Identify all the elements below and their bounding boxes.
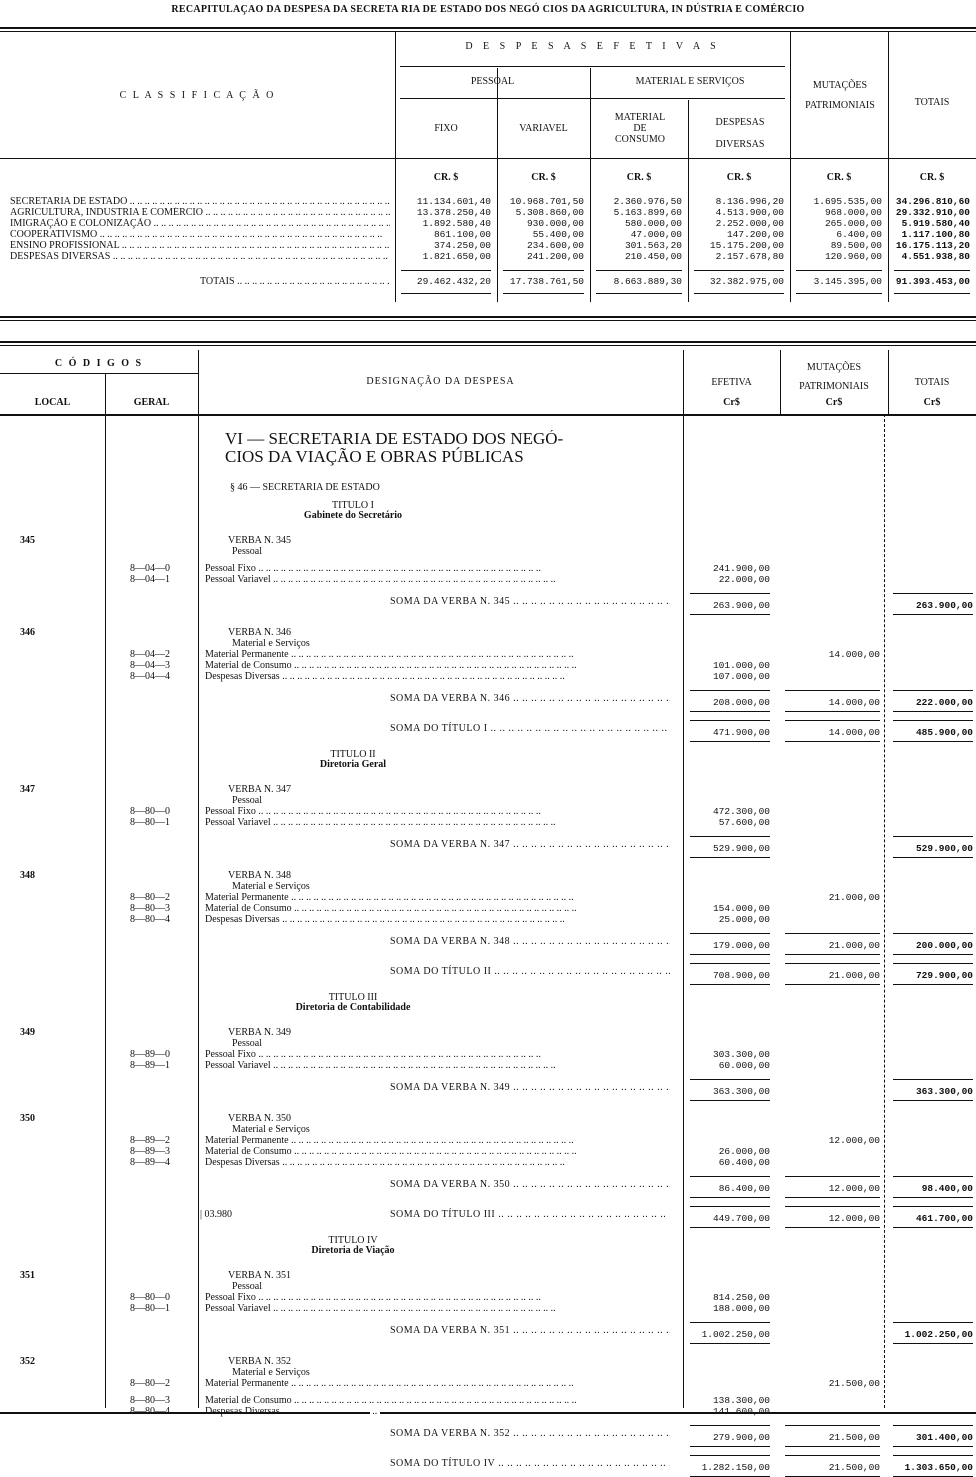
- designation: Despesas Diversas .. ..: [205, 1406, 670, 1417]
- mutacoes-value: 21.500,00: [785, 1425, 880, 1447]
- tit-row: [0, 1236, 976, 1258]
- table-row: [0, 218, 976, 229]
- designation: Material e Serviços: [232, 1124, 310, 1135]
- row-label: SECRETARIA DE ESTADO .. ..: [10, 196, 390, 207]
- designation: TÍTULO II Diretoria Geral: [198, 750, 508, 772]
- row-value: 930.000,00: [526, 218, 584, 229]
- verba-row: [0, 784, 976, 795]
- totals-value: 17.738.761,50: [503, 270, 584, 294]
- designation: Pessoal: [232, 1281, 262, 1292]
- designation: Pessoal Fixo .. ..: [205, 1292, 670, 1303]
- local-code: 348: [20, 870, 35, 881]
- header-material-consumo: MATERIAL DE CONSUMO: [614, 112, 666, 145]
- table-row: [0, 574, 976, 585]
- local-code: 350: [20, 1113, 35, 1124]
- row-value: 55.400,00: [532, 229, 584, 240]
- local-code: 352: [20, 1356, 35, 1367]
- row-value: 1.892.580,40: [422, 218, 491, 229]
- designation: SOMA DA VERBA N. 352 .. ..: [205, 1425, 670, 1447]
- row-label: DESPESAS DIVERSAS .. ..: [10, 251, 390, 262]
- row-value: 11.134.601,40: [416, 196, 491, 207]
- row-value: 374.250,00: [433, 240, 491, 251]
- totais-value: 363.300,00: [893, 1079, 973, 1101]
- efetiva-value: 26.000,00: [718, 1146, 770, 1157]
- divider: [0, 341, 976, 346]
- header-despesas-diversas: DESPESAS DIVERSAS: [715, 117, 765, 150]
- row-value: 234.600,00: [526, 240, 584, 251]
- row-value: 15.175.200,00: [709, 240, 784, 251]
- designation: Material de Consumo .. ..: [205, 903, 670, 914]
- header-despesas-efetivas: D E S P E S A S E F E T I V A S: [465, 41, 720, 52]
- local-code: 347: [20, 784, 35, 795]
- local-code: 351: [20, 1270, 35, 1281]
- efetiva-value: 57.600,00: [718, 817, 770, 828]
- totais-value: 485.900,00: [893, 720, 973, 742]
- geral-code: 8—80—1: [130, 1303, 170, 1314]
- designation: Material e Serviços: [232, 638, 310, 649]
- margin-note: | 03.980: [200, 1209, 233, 1220]
- table-row: [0, 671, 976, 682]
- designation: Material de Consumo .. ..: [205, 1146, 670, 1157]
- designation: Material Permanente .. ..: [205, 892, 670, 903]
- geral-code: 8—04—4: [130, 671, 170, 682]
- designation: Despesas Diversas .. ..: [205, 914, 670, 925]
- designation: VERBA N. 348: [228, 870, 292, 881]
- header-variavel: VARIAVEL: [519, 123, 568, 134]
- geral-code: 8—80—4: [130, 1406, 170, 1417]
- subtotal-row: [0, 690, 976, 712]
- mutacoes-value: 21.000,00: [785, 963, 880, 985]
- header-mutacoes: MUTAÇÕES PATRIMONIAIS: [799, 362, 869, 392]
- local-code: 345: [20, 535, 35, 546]
- header-pessoal: PESSOAL: [470, 76, 515, 87]
- table-row: [0, 649, 976, 660]
- header-efetiva: EFETIVA: [711, 377, 752, 388]
- subtotal-row: [0, 1425, 976, 1447]
- designation: TÍTULO I Gabinete do Secretário: [198, 501, 508, 523]
- designation: Despesas Diversas .. ..: [205, 1157, 670, 1168]
- designation: Material Permanente .. ..: [205, 649, 670, 660]
- row-value: 1.821.650,00: [422, 251, 491, 262]
- efetiva-value: 449.700,00: [690, 1206, 770, 1228]
- geral-code: 8—04—1: [130, 574, 170, 585]
- efetiva-value: 814.250,00: [712, 1292, 770, 1303]
- row-value: 5.308.860,00: [515, 207, 584, 218]
- designation: VERBA N. 347: [228, 784, 292, 795]
- divider: [400, 66, 785, 67]
- table-row: [0, 1157, 976, 1168]
- totais-value: 1.303.650,00: [893, 1455, 973, 1477]
- totais-value: 461.700,00: [893, 1206, 973, 1228]
- geral-code: 8—80—3: [130, 1395, 170, 1406]
- designation: TÍTULO III Diretoria de Contabilidade: [198, 993, 508, 1015]
- designation: SOMA DA VERBA N. 345 .. ..: [205, 593, 670, 615]
- efetiva-value: 188.000,00: [712, 1303, 770, 1314]
- totals-label: TOTAIS .. ..: [200, 276, 390, 287]
- mutacoes-value: 21.500,00: [785, 1455, 880, 1477]
- verba-row: [0, 1270, 976, 1281]
- header-geral: GERAL: [133, 397, 170, 408]
- table-row: [0, 1303, 976, 1314]
- tit-row: [0, 501, 976, 523]
- designation: SOMA DA VERBA N. 346 .. ..: [205, 690, 670, 712]
- table-row: [0, 196, 976, 207]
- row-value: 120.960,00: [824, 251, 882, 262]
- row-value: 13.378.250,40: [416, 207, 491, 218]
- currency-label: CR. $: [626, 172, 652, 183]
- mutacoes-value: 21.500,00: [828, 1378, 880, 1389]
- designation: SOMA DO TÍTULO IV .. ..: [205, 1455, 670, 1477]
- designation: SOMA DA VERBA N. 349 .. ..: [205, 1079, 670, 1101]
- row-value: 8.136.996,20: [715, 196, 784, 207]
- row-value: 34.296.810,60: [895, 196, 970, 207]
- efetiva-value: 472.300,00: [712, 806, 770, 817]
- subtotal-row: [0, 933, 976, 955]
- efetiva-value: 471.900,00: [690, 720, 770, 742]
- table-row: [0, 251, 976, 262]
- row-label: ENSINO PROFISSIONAL .. ..: [10, 240, 390, 251]
- divider: [780, 350, 781, 414]
- sub-row: [0, 1367, 976, 1378]
- row-value: 6.400,00: [836, 229, 882, 240]
- designation: § 46 — SECRETARIA DE ESTADO: [230, 482, 380, 493]
- designation: Pessoal: [232, 1038, 262, 1049]
- row-value: 4.513.900,00: [715, 207, 784, 218]
- totals-value: 3.145.395,00: [796, 270, 882, 294]
- efetiva-value: 101.000,00: [712, 660, 770, 671]
- designation: Material e Serviços: [232, 1367, 310, 1378]
- designation: VERBA N. 345: [228, 535, 292, 546]
- table-row: [0, 240, 976, 251]
- header-totais: TOTAIS: [914, 377, 950, 388]
- table-row: [0, 892, 976, 903]
- tit-row: [0, 993, 976, 1015]
- divider: [0, 414, 976, 416]
- table-row: [0, 207, 976, 218]
- designation: SOMA DO TÍTULO III .. ..: [205, 1206, 670, 1228]
- table-row: [0, 1135, 976, 1146]
- totals-value: 8.663.889,30: [596, 270, 682, 294]
- designation: SOMA DO TÍTULO II .. ..: [205, 963, 670, 985]
- mutacoes-value: 14.000,00: [828, 649, 880, 660]
- subtotal-row: [0, 1206, 976, 1228]
- efetiva-value: 25.000,00: [718, 914, 770, 925]
- designation: SOMA DO TÍTULO I .. ..: [205, 720, 670, 742]
- currency-label: CR. $: [826, 172, 852, 183]
- row-value: 4.551.938,80: [901, 251, 970, 262]
- geral-code: 8—80—2: [130, 892, 170, 903]
- table-row: [0, 903, 976, 914]
- verba-row: [0, 1027, 976, 1038]
- efetiva-value: 529.900,00: [690, 836, 770, 858]
- geral-code: 8—80—2: [130, 1378, 170, 1389]
- designation: SOMA DA VERBA N. 351 .. ..: [205, 1322, 670, 1344]
- row-value: 210.450,00: [624, 251, 682, 262]
- totais-value: 301.400,00: [893, 1425, 973, 1447]
- geral-code: 8—80—0: [130, 806, 170, 817]
- header-designacao: DESIGNAÇÃO DA DESPESA: [366, 376, 515, 387]
- currency-label: CR. $: [531, 172, 556, 183]
- row-value: 1.695.535,00: [813, 196, 882, 207]
- local-code: 346: [20, 627, 35, 638]
- subtotal-row: [0, 720, 976, 742]
- designation: Material de Consumo .. ..: [205, 660, 670, 671]
- designation: Pessoal Variavel .. ..: [205, 1060, 670, 1071]
- geral-code: 8—89—4: [130, 1157, 170, 1168]
- verba-row: [0, 535, 976, 546]
- sub-row: [0, 546, 976, 557]
- divider: [888, 350, 889, 414]
- geral-code: 8—89—3: [130, 1146, 170, 1157]
- sect-row: [0, 482, 976, 493]
- table-row: [0, 1395, 976, 1406]
- row-value: 89.500,00: [830, 240, 882, 251]
- efetiva-value: 60.400,00: [718, 1157, 770, 1168]
- header-classificacao: C L A S S I F I C A Ç Ã O: [119, 90, 276, 101]
- mutacoes-value: 12.000,00: [785, 1176, 880, 1198]
- row-value: 147.200,00: [726, 229, 784, 240]
- table-row: [0, 229, 976, 240]
- table-row: [0, 563, 976, 574]
- efetiva-value: 154.000,00: [712, 903, 770, 914]
- table-row: [0, 914, 976, 925]
- mutacoes-value: 12.000,00: [785, 1206, 880, 1228]
- totais-value: 1.002.250,00: [893, 1322, 973, 1344]
- sub-row: [0, 1281, 976, 1292]
- subtotal-row: [0, 1176, 976, 1198]
- divider: [497, 68, 498, 302]
- designation: VERBA N. 351: [228, 1270, 292, 1281]
- geral-code: 8—80—0: [130, 1292, 170, 1303]
- verba-row: [0, 627, 976, 638]
- geral-code: 8—89—2: [130, 1135, 170, 1146]
- row-value: 5.919.580,40: [901, 218, 970, 229]
- divider: [0, 27, 976, 32]
- totals-row: [0, 270, 976, 294]
- efetiva-value: 241.900,00: [712, 563, 770, 574]
- header-codigos: C Ó D I G O S: [54, 358, 144, 369]
- page-title: RECAPITULAÇAO DA DESPESA DA SECRETA RIA DE ESTADO DOS NEGÓ CIOS DA AGRICULTURA, IN DÚSTRIA E COMÉRCIO: [171, 4, 805, 15]
- currency-label: CR. $: [433, 172, 459, 183]
- geral-code: 8—04—0: [130, 563, 170, 574]
- sub-row: [0, 795, 976, 806]
- table-row: [0, 1060, 976, 1071]
- subtotal-row: [0, 593, 976, 615]
- designation: Material Permanente .. ..: [205, 1135, 670, 1146]
- header-mutacoes: MUTAÇÕES PATRIMONIAIS: [805, 80, 875, 111]
- row-value: 16.175.113,20: [895, 240, 970, 251]
- row-value: 47.000,00: [630, 229, 682, 240]
- row-value: 2.360.976,50: [613, 196, 682, 207]
- efetiva-value: 279.900,00: [690, 1425, 770, 1447]
- bigt-row: [0, 430, 976, 470]
- designation-subtitle: Diretoria de Contabilidade: [295, 1002, 411, 1013]
- row-label: IMIGRAÇÃO E COLONIZAÇÃO .. ..: [10, 218, 390, 229]
- verba-row: [0, 1113, 976, 1124]
- designation: VERBA N. 352: [228, 1356, 292, 1367]
- efetiva-value: 107.000,00: [712, 671, 770, 682]
- efetiva-value: 263.900,00: [690, 593, 770, 615]
- designation: TÍTULO IV Diretoria de Viação: [198, 1236, 508, 1258]
- designation: VERBA N. 350: [228, 1113, 292, 1124]
- local-code: 349: [20, 1027, 35, 1038]
- efetiva-value: 141.600,00: [712, 1406, 770, 1417]
- geral-code: 8—89—1: [130, 1060, 170, 1071]
- divider: [0, 1412, 370, 1414]
- subtotal-row: [0, 836, 976, 858]
- divider: [0, 316, 976, 321]
- designation-subtitle: Gabinete do Secretário: [303, 510, 403, 521]
- subtotal-row: [0, 963, 976, 985]
- efetiva-value: 60.000,00: [718, 1060, 770, 1071]
- geral-code: 8—89—0: [130, 1049, 170, 1060]
- header-material-servicos: MATERIAL E SERVIÇOS: [635, 76, 745, 87]
- designation: Pessoal Fixo .. ..: [205, 563, 670, 574]
- sub-row: [0, 1124, 976, 1135]
- currency-efetiva: Cr$: [723, 397, 740, 408]
- header-totais: TOTAIS: [914, 97, 950, 108]
- totais-value: 98.400,00: [893, 1176, 973, 1198]
- designation: Material e Serviços: [232, 881, 310, 892]
- totais-value: 222.000,00: [893, 690, 973, 712]
- table-row: [0, 806, 976, 817]
- mutacoes-value: 12.000,00: [828, 1135, 880, 1146]
- divider: [400, 98, 785, 99]
- geral-code: 8—04—3: [130, 660, 170, 671]
- row-value: 241.200,00: [526, 251, 584, 262]
- currency-label: CR. $: [919, 172, 945, 183]
- subtotal-row: [0, 1455, 976, 1477]
- currency-mutacoes: Cr$: [825, 397, 843, 408]
- totals-value: 91.393.453,00: [894, 270, 970, 294]
- designation: SOMA DA VERBA N. 348 .. ..: [205, 933, 670, 955]
- header-fixo: FIXO: [434, 123, 458, 134]
- designation: Pessoal Fixo .. ..: [205, 1049, 670, 1060]
- table-row: [0, 1049, 976, 1060]
- designation: SOMA DA VERBA N. 347 .. ..: [205, 836, 670, 858]
- row-label: AGRICULTURA, INDÚSTRIA E COMÉRCIO .. ..: [10, 207, 390, 218]
- designation: Pessoal: [232, 795, 262, 806]
- designation-subtitle: Diretoria Geral: [319, 759, 387, 770]
- totals-value: 29.462.432,20: [401, 270, 491, 294]
- totais-value: 529.900,00: [893, 836, 973, 858]
- verba-row: [0, 1356, 976, 1367]
- efetiva-value: 208.000,00: [690, 690, 770, 712]
- designation: VI — SECRETARIA DE ESTADO DOS NEGÓ- CIOS DA VIAÇÃO E OBRAS PÚBLICAS: [225, 430, 564, 466]
- verba-row: [0, 870, 976, 881]
- efetiva-value: 22.000,00: [718, 574, 770, 585]
- geral-code: 8—80—4: [130, 914, 170, 925]
- row-value: 2.157.678,80: [715, 251, 784, 262]
- row-value: 5.163.899,60: [613, 207, 682, 218]
- designation: Pessoal Variavel .. ..: [205, 574, 670, 585]
- row-value: 301.563,20: [624, 240, 682, 251]
- row-value: 861.100,00: [433, 229, 491, 240]
- table-row: [0, 1292, 976, 1303]
- row-label: COOPERATIVISMO .. ..: [10, 229, 390, 240]
- designation: Pessoal Fixo .. ..: [205, 806, 670, 817]
- totais-value: 263.900,00: [893, 593, 973, 615]
- mutacoes-value: 14.000,00: [785, 720, 880, 742]
- mutacoes-value: 21.000,00: [785, 933, 880, 955]
- subtotal-row: [0, 1322, 976, 1344]
- row-value: 265.000,00: [824, 218, 882, 229]
- row-value: 968.000,00: [824, 207, 882, 218]
- designation: Material de Consumo .. ..: [205, 1395, 670, 1406]
- table-row: [0, 1146, 976, 1157]
- efetiva-value: 86.400,00: [690, 1176, 770, 1198]
- divider: [0, 158, 976, 159]
- currency-totais: Cr$: [923, 397, 941, 408]
- mutacoes-value: 21.000,00: [828, 892, 880, 903]
- currency-label: CR. $: [726, 172, 752, 183]
- subtotal-row: [0, 1079, 976, 1101]
- sub-row: [0, 638, 976, 649]
- designation: Despesas Diversas .. ..: [205, 671, 670, 682]
- designation: SOMA DA VERBA N. 350 .. ..: [205, 1176, 670, 1198]
- totals-value: 32.382.975,00: [694, 270, 784, 294]
- row-value: 10.968.701,50: [509, 196, 584, 207]
- efetiva-value: 708.900,00: [690, 963, 770, 985]
- efetiva-value: 363.300,00: [690, 1079, 770, 1101]
- efetiva-value: 179.000,00: [690, 933, 770, 955]
- header-local: LOCAL: [34, 397, 71, 408]
- table-row: [0, 817, 976, 828]
- row-value: 29.332.910,00: [895, 207, 970, 218]
- table-row: [0, 1378, 976, 1389]
- table-row: [0, 660, 976, 671]
- efetiva-value: 303.300,00: [712, 1049, 770, 1060]
- efetiva-value: 138.300,00: [712, 1395, 770, 1406]
- designation: Pessoal: [232, 546, 262, 557]
- geral-code: 8—80—1: [130, 817, 170, 828]
- tit-row: [0, 750, 976, 772]
- divider: [380, 1412, 976, 1414]
- sub-row: [0, 1038, 976, 1049]
- designation: Material Permanente .. ..: [205, 1378, 670, 1389]
- designation: VERBA N. 346: [228, 627, 292, 638]
- row-value: 1.117.100,80: [901, 229, 970, 240]
- geral-code: 8—04—2: [130, 649, 170, 660]
- row-value: 2.252.000,00: [715, 218, 784, 229]
- efetiva-value: 1.002.250,00: [690, 1322, 770, 1344]
- designation: Pessoal Variavel .. ..: [205, 817, 670, 828]
- divider: [590, 68, 591, 302]
- designation: Pessoal Variavel .. ..: [205, 1303, 670, 1314]
- sub-row: [0, 881, 976, 892]
- totais-value: 200.000,00: [893, 933, 973, 955]
- divider: [0, 373, 198, 374]
- totais-value: 729.900,00: [893, 963, 973, 985]
- designation: VERBA N. 349: [228, 1027, 292, 1038]
- designation-subtitle: Diretoria de Viação: [311, 1245, 395, 1256]
- geral-code: 8—80—3: [130, 903, 170, 914]
- efetiva-value: 1.282.150,00: [690, 1455, 770, 1477]
- mutacoes-value: 14.000,00: [785, 690, 880, 712]
- row-value: 580.000,00: [624, 218, 682, 229]
